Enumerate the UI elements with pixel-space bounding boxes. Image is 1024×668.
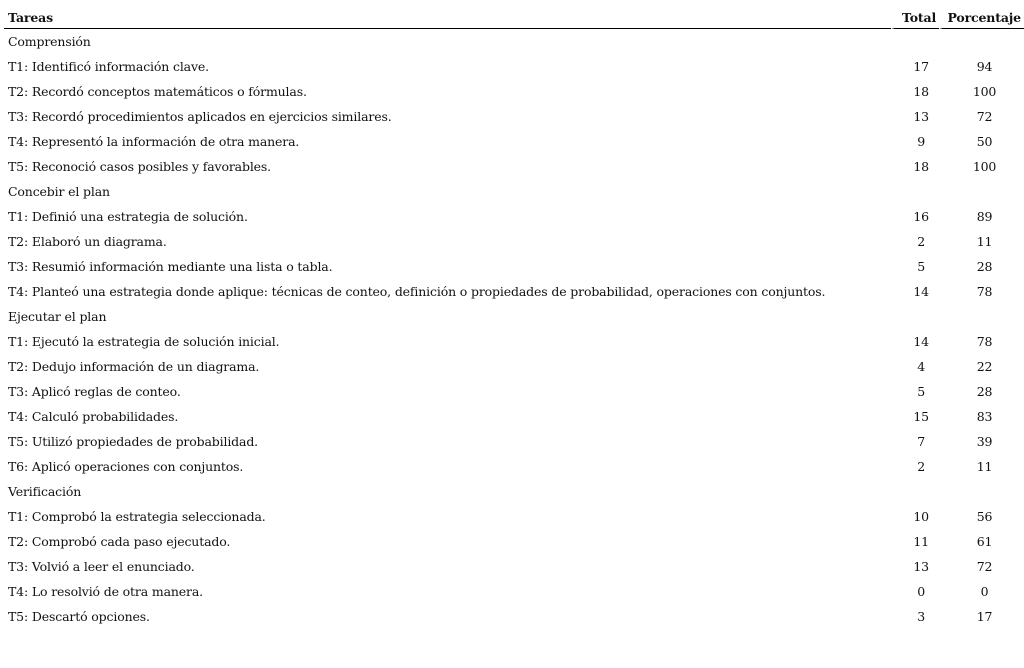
total-cell: 7 <box>917 434 926 449</box>
percentage-cell: 78 <box>976 334 993 349</box>
task-cell: T3: Recordó procedimientos aplicados en ejercicios similares. <box>8 109 392 124</box>
empty-cell <box>891 179 939 204</box>
task-cell: T4: Planteó una estrategia donde aplique: técnicas de conteo, definición o propiedades de probabilidad, operaciones con conjuntos. <box>8 284 826 299</box>
percentage-cell: 94 <box>976 59 993 74</box>
task-cell: T2: Comprobó cada paso ejecutado. <box>8 534 231 549</box>
total-cell: 2 <box>917 459 926 474</box>
task-cell: T2: Elaboró un diagrama. <box>8 234 167 249</box>
task-cell: T5: Utilizó propiedades de probabilidad. <box>8 434 259 449</box>
task-cell: T4: Representó la información de otra manera. <box>8 134 300 149</box>
total-cell: 5 <box>917 259 926 274</box>
total-cell: 13 <box>913 559 929 574</box>
percentage-cell: 83 <box>976 409 993 424</box>
table-row <box>4 154 1024 179</box>
task-cell: T4: Lo resolvió de otra manera. <box>8 584 203 599</box>
header-tasks: Tareas <box>4 6 891 29</box>
percentage-cell: 72 <box>976 109 993 124</box>
empty-cell <box>891 479 939 504</box>
empty-cell <box>891 29 939 54</box>
empty-cell <box>939 479 1024 504</box>
percentage-cell: 22 <box>976 359 993 374</box>
total-cell: 0 <box>917 584 926 599</box>
percentage-cell: 89 <box>976 209 993 224</box>
percentage-cell: 61 <box>976 534 993 549</box>
table-row <box>4 379 1024 404</box>
section-title: Comprensión <box>8 34 91 49</box>
percentage-cell: 100 <box>972 84 997 99</box>
task-cell: T1: Definió una estrategia de solución. <box>8 209 248 224</box>
section-row <box>4 479 1024 504</box>
task-cell: T3: Volvió a leer el enunciado. <box>8 559 195 574</box>
task-cell: T3: Aplicó reglas de conteo. <box>8 384 181 399</box>
task-cell: T1: Ejecutó la estrategia de solución inicial. <box>8 334 280 349</box>
total-cell: 13 <box>913 109 929 124</box>
percentage-cell: 39 <box>976 434 993 449</box>
table-row <box>4 104 1024 129</box>
empty-cell <box>891 304 939 329</box>
task-cell: T3: Resumió información mediante una lista o tabla. <box>8 259 333 274</box>
table-row <box>4 604 1024 629</box>
table-row <box>4 429 1024 454</box>
table-row <box>4 354 1024 379</box>
table-body <box>4 29 1024 629</box>
section-title: Ejecutar el plan <box>8 309 107 324</box>
table-row <box>4 404 1024 429</box>
total-cell: 14 <box>913 284 929 299</box>
total-cell: 10 <box>913 509 929 524</box>
empty-cell <box>939 29 1024 54</box>
section-title: Verificación <box>8 484 82 499</box>
percentage-cell: 78 <box>976 284 993 299</box>
percentage-cell: 56 <box>976 509 993 524</box>
table-row <box>4 454 1024 479</box>
task-cell: T1: Identificó información clave. <box>8 59 209 74</box>
total-cell: 11 <box>913 534 929 549</box>
task-cell: T4: Calculó probabilidades. <box>8 409 179 424</box>
percentage-cell: 28 <box>976 259 993 274</box>
table-row <box>4 579 1024 604</box>
percentage-cell: 11 <box>976 234 993 249</box>
total-cell: 4 <box>917 359 926 374</box>
section-row <box>4 304 1024 329</box>
total-cell: 18 <box>913 84 929 99</box>
section-row <box>4 29 1024 54</box>
table-row <box>4 529 1024 554</box>
header-row <box>4 6 1024 29</box>
total-cell: 16 <box>913 209 929 224</box>
task-cell: T6: Aplicó operaciones con conjuntos. <box>8 459 244 474</box>
table-row <box>4 254 1024 279</box>
empty-cell <box>939 179 1024 204</box>
percentage-cell: 11 <box>976 459 993 474</box>
percentage-cell: 72 <box>976 559 993 574</box>
total-cell: 2 <box>917 234 926 249</box>
percentage-cell: 100 <box>972 159 997 174</box>
percentage-cell: 0 <box>980 584 989 599</box>
total-cell: 3 <box>917 609 926 624</box>
empty-cell <box>939 304 1024 329</box>
table-row <box>4 79 1024 104</box>
percentage-cell: 50 <box>976 134 993 149</box>
total-cell: 15 <box>913 409 929 424</box>
section-title: Concebir el plan <box>8 184 110 199</box>
task-cell: T5: Reconoció casos posibles y favorables. <box>8 159 272 174</box>
table-row <box>4 229 1024 254</box>
table-row <box>4 129 1024 154</box>
section-row <box>4 179 1024 204</box>
tasks-table <box>4 6 1024 629</box>
total-cell: 18 <box>913 159 929 174</box>
table-header <box>4 6 1024 29</box>
task-cell: T2: Recordó conceptos matemáticos o fórmulas. <box>8 84 307 99</box>
header-percentage: Porcentaje <box>939 6 1024 29</box>
table-row <box>4 279 1024 304</box>
total-cell: 9 <box>917 134 926 149</box>
task-cell: T2: Dedujo información de un diagrama. <box>8 359 260 374</box>
table-row <box>4 329 1024 354</box>
table-row <box>4 504 1024 529</box>
table-row <box>4 54 1024 79</box>
task-cell: T5: Descartó opciones. <box>8 609 150 624</box>
percentage-cell: 17 <box>976 609 993 624</box>
total-cell: 17 <box>913 59 929 74</box>
total-cell: 5 <box>917 384 926 399</box>
table-row <box>4 204 1024 229</box>
task-cell: T1: Comprobó la estrategia seleccionada. <box>8 509 266 524</box>
header-total: Total <box>891 6 939 29</box>
table-row <box>4 554 1024 579</box>
percentage-cell: 28 <box>976 384 993 399</box>
total-cell: 14 <box>913 334 929 349</box>
